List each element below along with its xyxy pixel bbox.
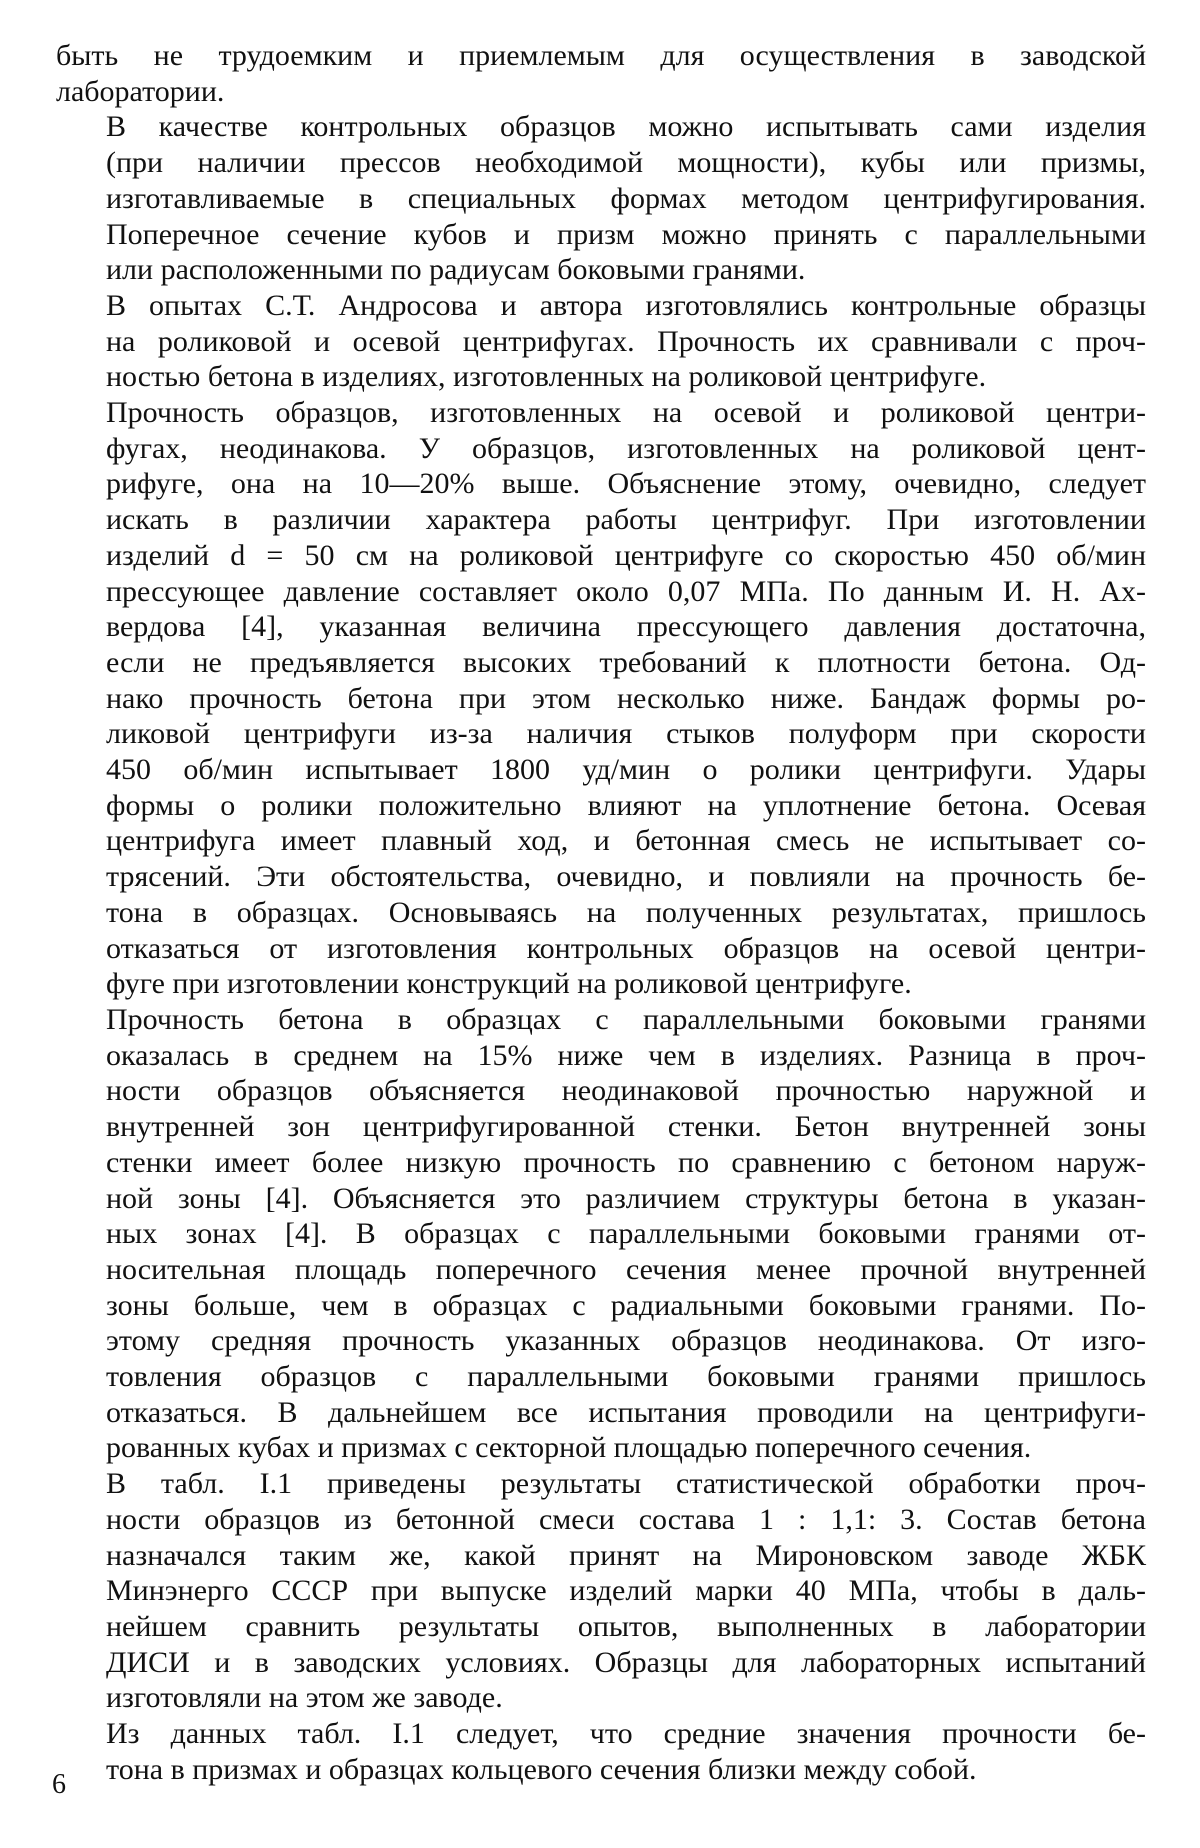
text-line: В опытах С.Т. Андросова и автора изготовлялись контрольные образцы [106, 288, 1146, 322]
text-line: оказалась в среднем на 15% ниже чем в изделиях. Разница в проч- [106, 1038, 1146, 1072]
text-line: ностью бетона в изделиях, изготовленных на роликовой центрифуге. [106, 360, 987, 394]
text-line: Из данных табл. I.1 следует, что средние значения прочности бе- [106, 1717, 1146, 1751]
page-number: 6 [52, 1769, 66, 1800]
text-line: нако прочность бетона при этом несколько ниже. Бандаж формы ро- [106, 681, 1146, 715]
text-line: отказаться от изготовления контрольных образцов на осевой центри- [106, 931, 1146, 965]
text-line: искать в различии характера работы центрифуг. При изготовлении [106, 503, 1146, 537]
text-line: изготавливаемые в специальных формах методом центрифугирования. [106, 181, 1146, 215]
text-line: В табл. I.1 приведены результаты статистической обработки проч- [106, 1467, 1146, 1501]
text-line: 450 об/мин испытывает 1800 уд/мин о ролики центрифуги. Удары [106, 753, 1146, 787]
text-line: вердова [4], указанная величина прессующего давления достаточна, [106, 610, 1146, 644]
text-line: изделий d = 50 см на роликовой центрифуге со скоростью 450 об/мин [106, 538, 1146, 572]
text-line: ликовой центрифуги из-за наличия стыков полуформ при скорости [106, 717, 1146, 751]
text-line: отказаться. В дальнейшем все испытания проводили на центрифуги- [106, 1395, 1146, 1429]
text-line: прессующее давление составляет около 0,07 МПа. По данным И. Н. Ах- [106, 574, 1146, 608]
paragraph [56, 1002, 1146, 1466]
text-line: нейшем сравнить результаты опытов, выполненных в лаборатории [106, 1609, 1146, 1643]
paragraph [56, 288, 1146, 395]
paragraph [56, 38, 1146, 109]
text-line: тона в призмах и образцах кольцевого сечения близки между собой. [106, 1752, 977, 1786]
text-line: центрифуга имеет плавный ход, и бетонная смесь не испытывает со- [106, 824, 1146, 858]
paragraph [56, 395, 1146, 1002]
text-line: или расположенными по радиусам боковыми гранями. [106, 253, 806, 287]
text-line: изготовляли на этом же заводе. [106, 1681, 503, 1715]
text-line: фуге при изготовлении конструкций на роликовой центрифуге. [106, 967, 912, 1001]
page-body [56, 38, 1146, 1787]
text-line: этому средняя прочность указанных образцов неодинакова. От изго- [106, 1324, 1146, 1358]
text-line: ности образцов объясняется неодинаковой прочностью наружной и [106, 1074, 1146, 1108]
text-line: носительная площадь поперечного сечения менее прочной внутренней [106, 1252, 1146, 1286]
paragraph [56, 109, 1146, 288]
text-line: ности образцов из бетонной смеси состава 1 : 1,1: 3. Состав бетона [106, 1502, 1146, 1536]
text-line: фугах, неодинакова. У образцов, изготовленных на роликовой цент- [106, 431, 1146, 465]
text-line: Прочность образцов, изготовленных на осевой и роликовой центри- [106, 396, 1146, 430]
text-line: зоны больше, чем в образцах с радиальными боковыми гранями. По- [106, 1288, 1146, 1322]
text-line: Поперечное сечение кубов и призм можно принять с параллельными [106, 217, 1146, 251]
text-line: тона в образцах. Основываясь на полученных результатах, пришлось [106, 895, 1146, 929]
text-line: Прочность бетона в образцах с параллельными боковыми гранями [106, 1002, 1146, 1036]
text-line: если не предъявляется высоких требований к плотности бетона. Од- [106, 645, 1146, 679]
text-line: ДИСИ и в заводских условиях. Образцы для лабораторных испытаний [106, 1645, 1146, 1679]
text-line: рифуге, она на 10—20% выше. Объяснение этому, очевидно, следует [106, 467, 1146, 501]
text-line: на роликовой и осевой центрифугах. Прочность их сравнивали с проч- [106, 324, 1146, 358]
text-line: трясений. Эти обстоятельства, очевидно, и повлияли на прочность бе- [106, 860, 1146, 894]
text-line: Минэнерго СССР при выпуске изделий марки 40 МПа, чтобы в даль- [106, 1574, 1146, 1608]
text-line: лаборатории. [56, 74, 225, 108]
text-line: товления образцов с параллельными боковыми гранями пришлось [106, 1360, 1146, 1394]
text-line: стенки имеет более низкую прочность по сравнению с бетоном наруж- [106, 1145, 1146, 1179]
paragraph [56, 1716, 1146, 1787]
text-line: В качестве контрольных образцов можно испытывать сами изделия [106, 110, 1146, 144]
text-line: ных зонах [4]. В образцах с параллельными боковыми гранями от- [106, 1217, 1146, 1251]
text-line: назначался таким же, какой принят на Мироновском заводе ЖБК [106, 1538, 1146, 1572]
text-line: внутренней зон центрифугированной стенки. Бетон внутренней зоны [106, 1110, 1146, 1144]
text-line: ной зоны [4]. Объясняется это различием структуры бетона в указан- [106, 1181, 1146, 1215]
text-line: формы о ролики положительно влияют на уплотнение бетона. Осевая [106, 788, 1146, 822]
text-line: (при наличии прессов необходимой мощности), кубы или призмы, [106, 146, 1146, 180]
text-line: рованных кубах и призмах с секторной площадью поперечного сечения. [106, 1431, 1032, 1465]
paragraph [56, 1466, 1146, 1716]
text-line: быть не трудоемким и приемлемым для осуществления в заводской [56, 39, 1146, 72]
